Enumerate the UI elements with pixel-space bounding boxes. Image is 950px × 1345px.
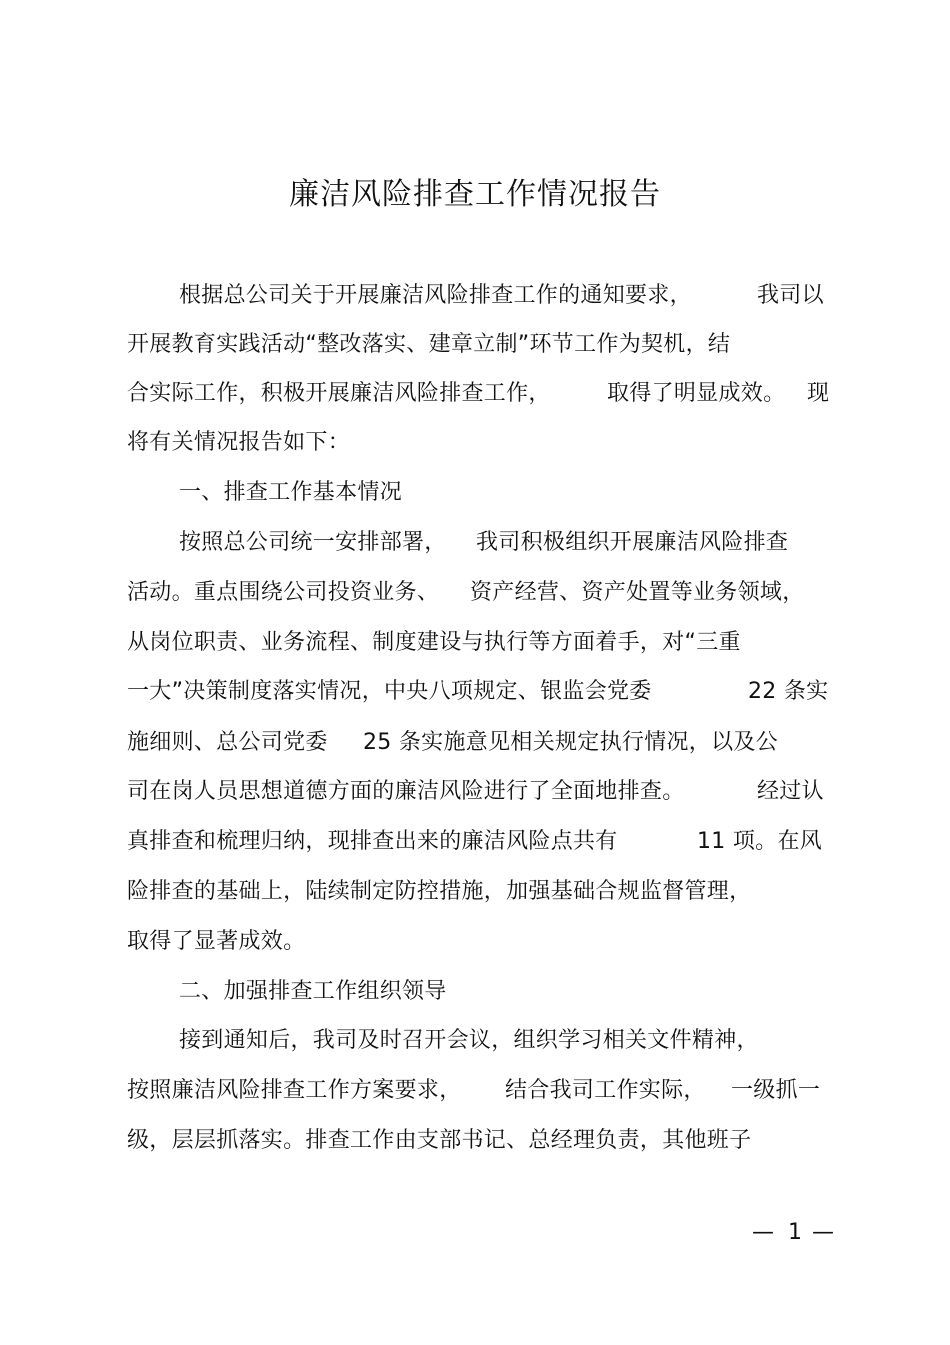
text-segment: 我司积极组织开展廉洁风险排查 xyxy=(476,530,789,555)
paragraph-line xyxy=(0,777,950,807)
text-segment: 取得了显著成效。 xyxy=(127,929,306,954)
paragraph-line xyxy=(0,1076,950,1106)
text-segment: 真排查和梳理归纳，现排查出来的廉洁风险点共有 xyxy=(127,829,618,854)
text-segment: 11 项。在风 xyxy=(697,829,823,854)
text-segment: 22 条实 xyxy=(748,679,829,704)
text-segment: 25 条实施意见相关规定执行情况，以及公 xyxy=(363,730,778,755)
page-dash-left: — xyxy=(752,1220,774,1245)
section-heading xyxy=(0,478,950,508)
text-segment: 我司以 xyxy=(757,283,824,308)
text-segment: 级，层层抓落实。排查工作由支部书记、总经理负责，其他班子 xyxy=(127,1128,752,1153)
paragraph-line xyxy=(0,578,950,608)
text-segment: 现 xyxy=(807,381,830,406)
paragraph-line xyxy=(0,1126,950,1156)
paragraph-line xyxy=(0,330,950,360)
paragraph-line xyxy=(0,728,950,758)
paragraph-line xyxy=(0,379,950,409)
text-segment: 按照总公司统一安排部署， xyxy=(179,530,447,555)
text-segment: 一级抓一 xyxy=(731,1078,821,1103)
section-heading xyxy=(0,977,950,1007)
paragraph-line xyxy=(0,927,950,957)
paragraph-line xyxy=(0,677,950,707)
text-segment: 从岗位职责、业务流程、制度建设与执行等方面着手，对“三重 xyxy=(127,630,741,655)
paragraph-line xyxy=(0,628,950,658)
text-segment: 险排查的基础上，陆续制定防控措施，加强基础合规监督管理， xyxy=(127,879,752,904)
text-segment: 经过认 xyxy=(757,779,824,804)
paragraph-line xyxy=(0,1026,950,1056)
text-segment: 根据总公司关于开展廉洁风险排查工作的通知要求， xyxy=(179,283,692,308)
section-heading-text: 一、排查工作基本情况 xyxy=(179,480,403,505)
text-segment: 活动。重点围绕公司投资业务、 xyxy=(127,580,440,605)
text-segment: 按照廉洁风险排查工作方案要求， xyxy=(127,1078,462,1103)
text-segment: 合实际工作，积极开展廉洁风险排查工作， xyxy=(127,381,551,406)
paragraph-line xyxy=(0,528,950,558)
page-number-text: 1 xyxy=(788,1220,802,1245)
paragraph-line xyxy=(0,877,950,907)
text-segment: 资产经营、资产处置等业务领域， xyxy=(470,580,805,605)
text-segment: 接到通知后，我司及时召开会议，组织学习相关文件精神， xyxy=(179,1028,759,1053)
paragraph-line xyxy=(0,827,950,857)
text-segment: 结合我司工作实际， xyxy=(505,1078,706,1103)
text-segment: 一大”决策制度落实情况，中央八项规定、银监会党委 xyxy=(127,679,652,704)
page-dash-right: — xyxy=(812,1220,834,1245)
page-title: 廉洁风险排查工作情况报告 xyxy=(289,177,661,212)
text-segment: 司在岗人员思想道德方面的廉洁风险进行了全面地排查。 xyxy=(127,779,685,804)
text-segment: 取得了明显成效。 xyxy=(607,381,786,406)
paragraph-line xyxy=(0,428,950,458)
section-heading-text: 二、加强排查工作组织领导 xyxy=(179,979,447,1004)
text-segment: 施细则、总公司党委 xyxy=(127,730,328,755)
paragraph-line xyxy=(0,281,950,311)
text-segment: 将有关情况报告如下： xyxy=(127,430,351,455)
text-segment: 开展教育实践活动“整改落实、建章立制”环节工作为契机，结 xyxy=(127,332,731,357)
